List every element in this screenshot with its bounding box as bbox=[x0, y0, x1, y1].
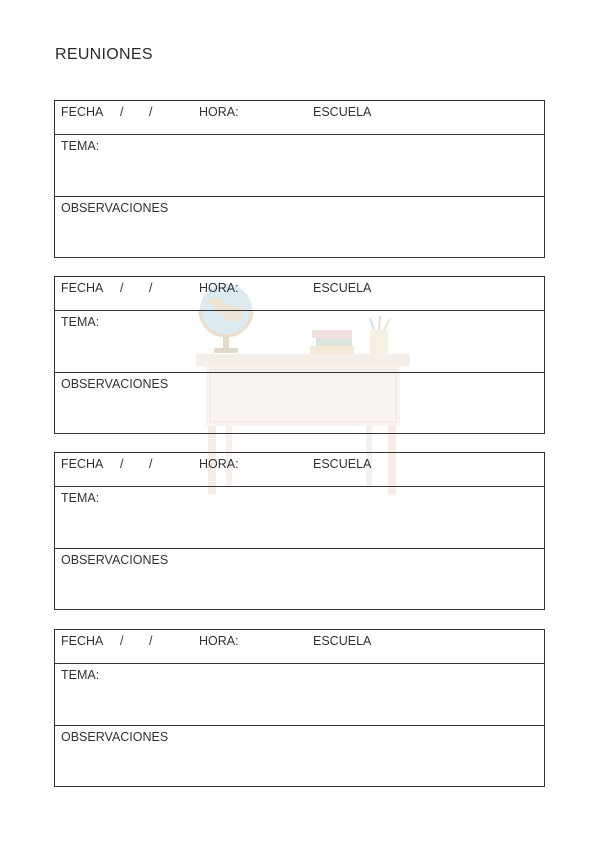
observaciones-field[interactable] bbox=[55, 548, 544, 609]
tema-field[interactable] bbox=[55, 134, 544, 196]
fecha-label: FECHA bbox=[61, 105, 104, 119]
hora-label: HORA: bbox=[199, 457, 239, 471]
escuela-label: ESCUELA bbox=[313, 105, 372, 119]
meeting-header-row bbox=[55, 453, 544, 486]
meeting-header-row bbox=[55, 101, 544, 134]
date-separator: / bbox=[149, 281, 153, 295]
observaciones-label: OBSERVACIONES bbox=[61, 553, 169, 567]
hora-label: HORA: bbox=[199, 105, 239, 119]
escuela-label: ESCUELA bbox=[313, 457, 372, 471]
meeting-block bbox=[54, 452, 545, 610]
tema-label: TEMA: bbox=[61, 668, 100, 682]
meeting-block bbox=[54, 100, 545, 258]
observaciones-field[interactable] bbox=[55, 725, 544, 786]
fecha-label: FECHA bbox=[61, 281, 104, 295]
date-separator: / bbox=[149, 634, 153, 648]
escuela-label: ESCUELA bbox=[313, 634, 372, 648]
date-separator: / bbox=[120, 105, 124, 119]
tema-field[interactable] bbox=[55, 310, 544, 372]
tema-field[interactable] bbox=[55, 486, 544, 548]
tema-label: TEMA: bbox=[61, 139, 100, 153]
meeting-header-row bbox=[55, 277, 544, 310]
tema-field[interactable] bbox=[55, 663, 544, 725]
fecha-label: FECHA bbox=[61, 457, 104, 471]
page-title: REUNIONES bbox=[55, 46, 153, 63]
date-separator: / bbox=[149, 105, 153, 119]
hora-label: HORA: bbox=[199, 281, 239, 295]
tema-label: TEMA: bbox=[61, 491, 100, 505]
fecha-label: FECHA bbox=[61, 634, 104, 648]
meeting-block bbox=[54, 629, 545, 787]
meeting-block bbox=[54, 276, 545, 434]
escuela-label: ESCUELA bbox=[313, 281, 372, 295]
date-separator: / bbox=[120, 281, 124, 295]
date-separator: / bbox=[120, 457, 124, 471]
date-separator: / bbox=[149, 457, 153, 471]
observaciones-label: OBSERVACIONES bbox=[61, 730, 169, 744]
observaciones-field[interactable] bbox=[55, 372, 544, 433]
meeting-header-row bbox=[55, 630, 544, 663]
observaciones-label: OBSERVACIONES bbox=[61, 201, 169, 215]
hora-label: HORA: bbox=[199, 634, 239, 648]
date-separator: / bbox=[120, 634, 124, 648]
observaciones-field[interactable] bbox=[55, 196, 544, 257]
tema-label: TEMA: bbox=[61, 315, 100, 329]
observaciones-label: OBSERVACIONES bbox=[61, 377, 169, 391]
